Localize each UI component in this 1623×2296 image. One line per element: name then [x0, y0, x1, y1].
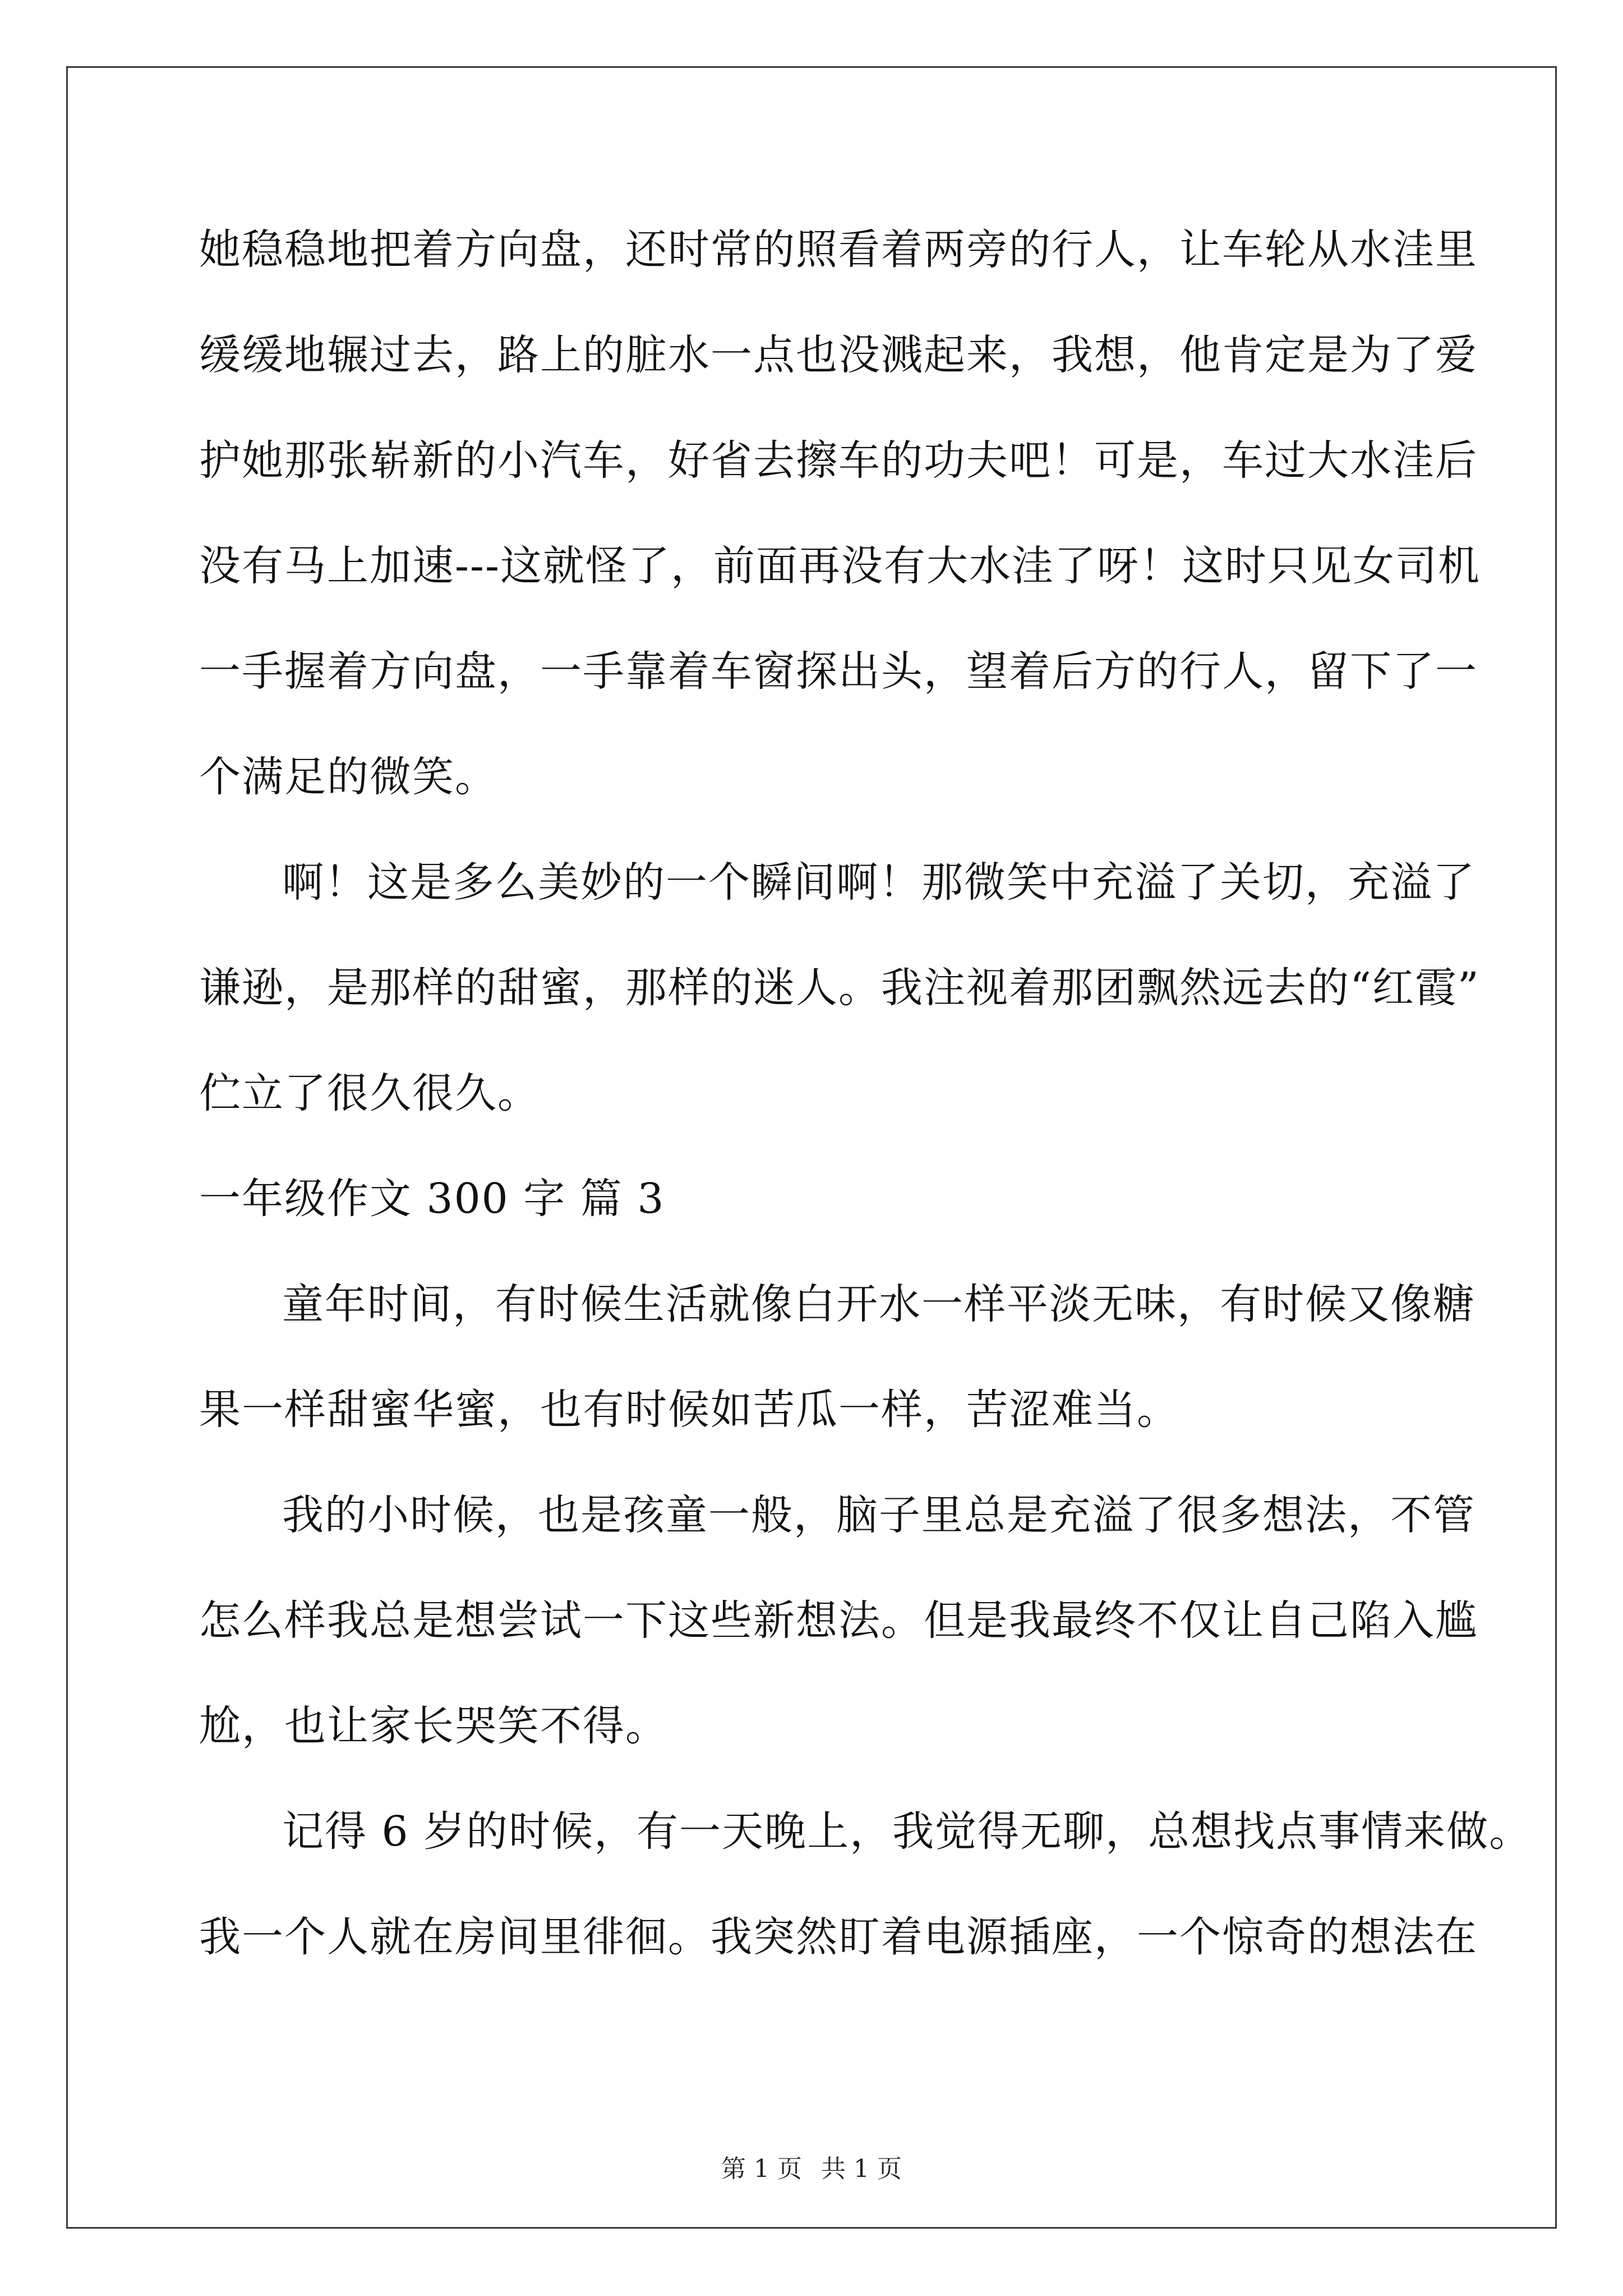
page-footer [0, 2152, 1623, 2186]
text-line: 没有马上加速---这就怪了，前面再没有大水洼了呀！这时只见女司机 [199, 542, 1481, 590]
text-line: 童年时间，有时候生活就像白开水一样平淡无味，有时候又像糖 [282, 1280, 1476, 1328]
text-line: 一手握着方向盘，一手靠着车窗探出头，望着后方的行人，留下了一 [199, 647, 1478, 696]
text-line: 我一个人就在房间里徘徊。我突然盯着电源插座，一个惊奇的想法在 [199, 1913, 1478, 1961]
document-body [199, 222, 1532, 2014]
text-line: 护她那张崭新的小汽车，好省去擦车的功夫吧！可是，车过大水洼后 [199, 436, 1478, 485]
text-line: 个满足的微笑。 [199, 753, 497, 801]
page-total: 共 1 页 [821, 2155, 902, 2183]
text-line: 果一样甜蜜华蜜，也有时候如苦瓜一样，苦涩难当。 [199, 1386, 1179, 1434]
text-line: 伫立了很久很久。 [199, 1069, 540, 1117]
text-line: 尬，也让家长哭笑不得。 [199, 1702, 668, 1750]
page-number: 第 1 页 [721, 2155, 802, 2183]
text-line: 缓缓地辗过去，路上的脏水一点也没溅起来，我想，他肯定是为了爱 [199, 331, 1478, 379]
text-line: 啊！这是多么美妙的一个瞬间啊！那微笑中充溢了关切，充溢了 [282, 858, 1476, 907]
text-line: 她稳稳地把着方向盘，还时常的照看着两旁的行人，让车轮从水洼里 [199, 226, 1478, 274]
text-line: 怎么样我总是想尝试一下这些新想法。但是我最终不仅让自己陷入尴 [199, 1596, 1478, 1645]
text-line: 我的小时候，也是孩童一般，脑子里总是充溢了很多想法，不管 [282, 1491, 1476, 1539]
text-line: 一年级作文 300 字 篇 3 [199, 1175, 665, 1223]
text-line: 记得 6 岁的时候，有一天晚上，我觉得无聊，总想找点事情来做。 [282, 1807, 1532, 1856]
text-line: 谦逊，是那样的甜蜜，那样的迷人。我注视着那团飘然远去的“红霞” [199, 964, 1480, 1012]
